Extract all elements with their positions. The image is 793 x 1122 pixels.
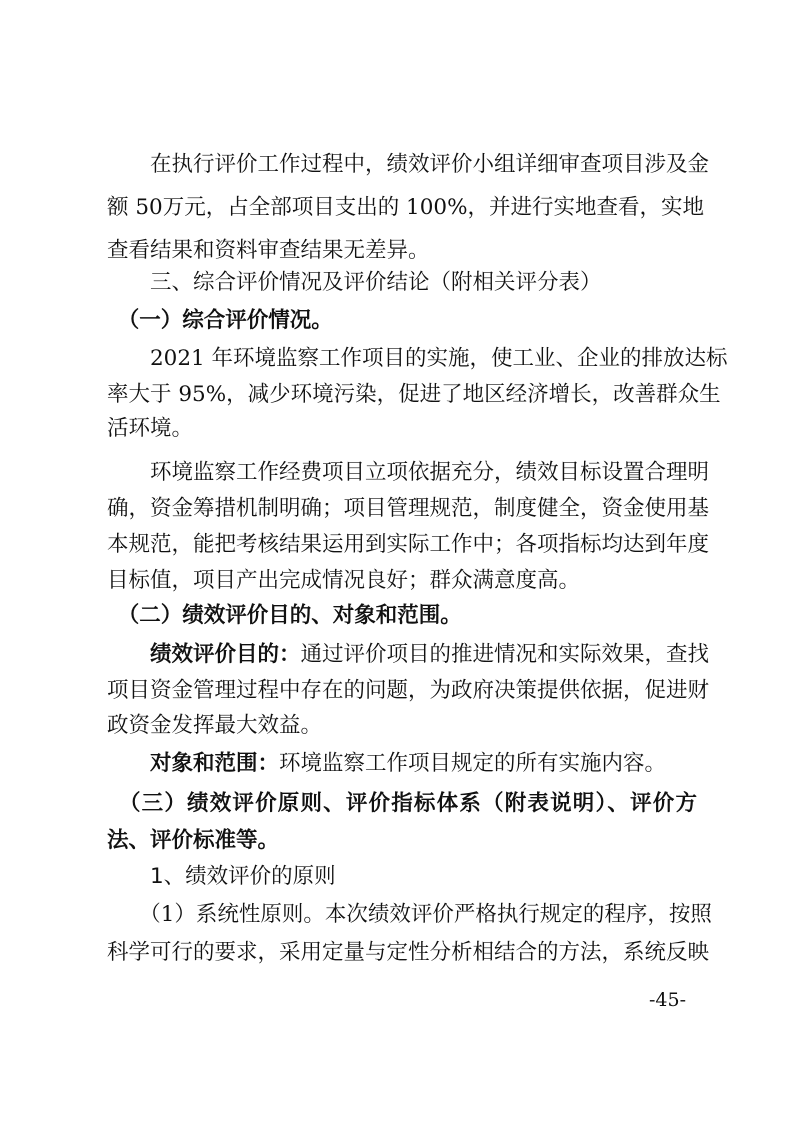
paragraph-line bbox=[107, 640, 710, 670]
paragraph-text: 环境监察工作项目规定的所有实施内容。 bbox=[279, 751, 667, 776]
paragraph-line: 活环境。 bbox=[107, 416, 194, 441]
paragraph-line: 额 50万元，占全部项目支出的 100%，并进行实地查看，实地 bbox=[107, 195, 704, 220]
section-heading: 三、综合评价情况及评价结论（附相关评分表） bbox=[107, 270, 602, 295]
paragraph-line: 环境监察工作经费项目立项依据充分，绩效目标设置合理明 bbox=[107, 460, 710, 485]
paragraph-line: 目标值，项目产出完成情况良好；群众满意度高。 bbox=[107, 568, 581, 593]
paragraph-line: 项目资金管理过程中存在的问题，为政府决策提供依据，促进财 bbox=[107, 678, 710, 703]
paragraph-line: 本规范，能把考核结果运用到实际工作中；各项指标均达到年度 bbox=[107, 532, 710, 557]
paragraph-line: （1）系统性原则。本次绩效评价严格执行规定的程序，按照 bbox=[107, 902, 712, 927]
subsection-heading: （一）综合评价情况。 bbox=[107, 308, 333, 333]
paragraph-line: 政资金发挥最大效益。 bbox=[107, 713, 323, 738]
paragraph-line: 率大于 95%，减少环境污染，促进了地区经济增长，改善群众生 bbox=[107, 382, 721, 407]
paragraph-label: 对象和范围： bbox=[107, 751, 280, 776]
paragraph-line: 2021 年环境监察工作项目的实施，使工业、企业的排放达标 bbox=[107, 346, 728, 371]
page-number: -45- bbox=[648, 989, 686, 1011]
paragraph-text: 通过评价项目的推进情况和实际效果，查找 bbox=[300, 642, 710, 667]
paragraph-label: 绩效评价目的： bbox=[107, 642, 301, 667]
paragraph-line: 在执行评价工作过程中，绩效评价小组详细审查项目涉及金 bbox=[107, 152, 710, 177]
subsection-heading: （二）绩效评价目的、对象和范围。 bbox=[107, 603, 462, 628]
paragraph-line: 科学可行的要求，采用定量与定性分析相结合的方法，系统反映 bbox=[107, 940, 710, 965]
paragraph-line: 确，资金筹措机制明确；项目管理规范，制度健全，资金使用基 bbox=[107, 496, 710, 521]
subsection-heading: （三）绩效评价原则、评价指标体系（附表说明）、评价方 bbox=[107, 791, 697, 816]
subsection-heading: 法、评价标准等。 bbox=[107, 828, 280, 853]
item-heading: 1、绩效评价的原则 bbox=[107, 864, 336, 889]
paragraph-line bbox=[107, 749, 697, 779]
paragraph-line: 查看结果和资料审查结果无差异。 bbox=[107, 238, 430, 263]
